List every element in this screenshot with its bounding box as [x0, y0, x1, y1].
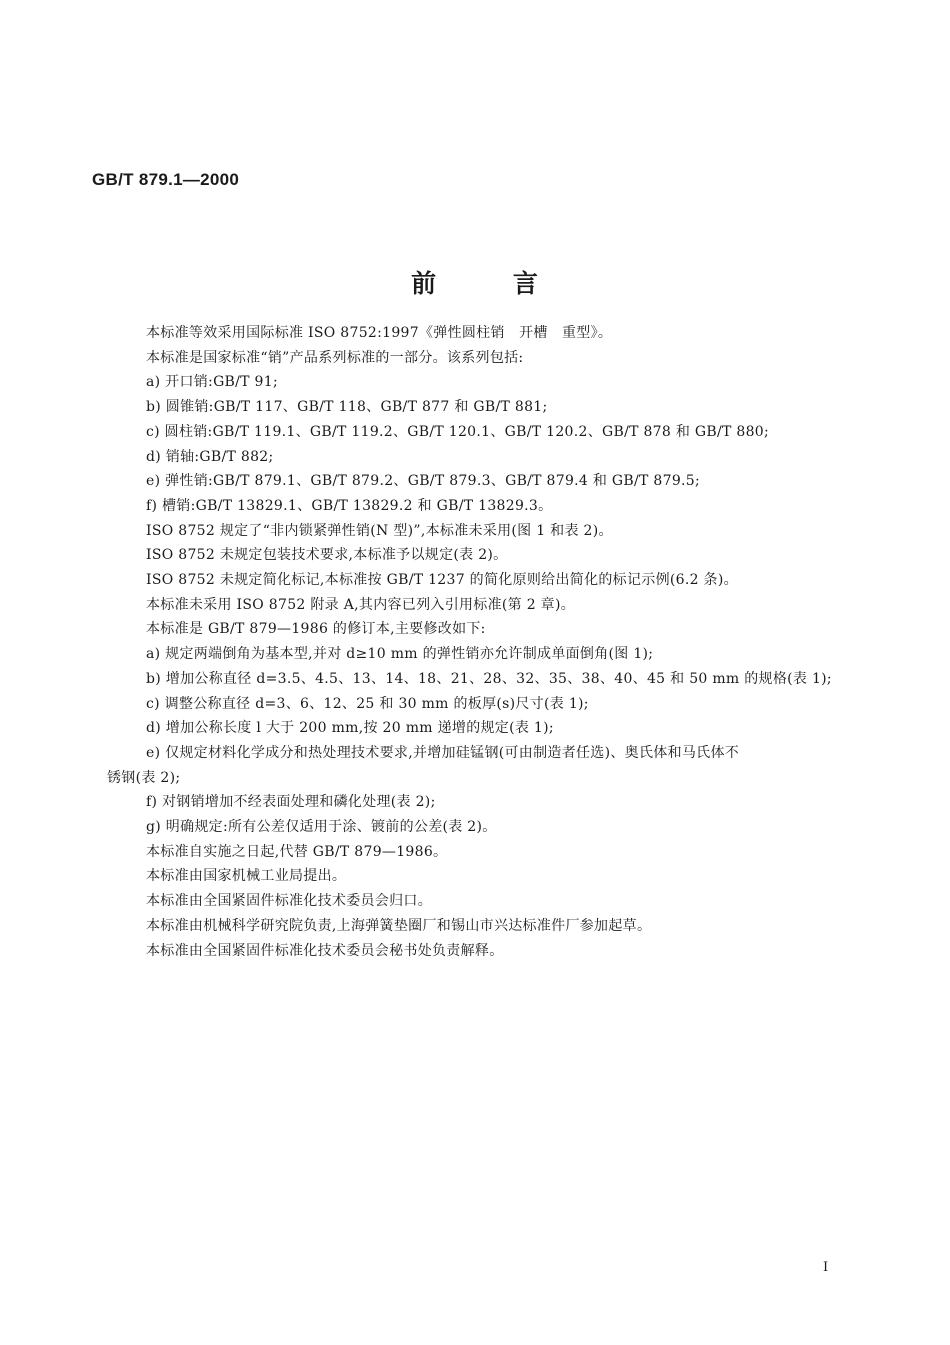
paragraph: ISO 8752 未规定简化标记,本标准按 GB/T 1237 的简化原则给出简化的标记示例(6.2 条)。 — [146, 572, 738, 589]
list-item: d) 增加公称长度 l 大于 200 mm,按 20 mm 递增的规定(表 1); — [146, 720, 554, 737]
page-number: I — [823, 1260, 829, 1275]
list-item: a) 开口销:GB/T 91; — [146, 374, 278, 391]
paragraph: 本标准自实施之日起,代替 GB/T 879—1986。 — [146, 843, 448, 860]
foreword-body — [107, 321, 857, 963]
list-item: f) 对钢销增加不经表面处理和磷化处理(表 2); — [146, 794, 436, 811]
paragraph: 本标准由机械科学研究院负责,上海弹簧垫圈厂和锡山市兴达标准件厂参加起草。 — [146, 917, 652, 934]
paragraph: 本标准由全国紧固件标准化技术委员会秘书处负责解释。 — [146, 942, 504, 959]
list-item: e) 仅规定材料化学成分和热处理技术要求,并增加硅锰钢(可由制造者任选)、奥氏体和马氏体不 — [146, 744, 740, 761]
list-item: d) 销轴:GB/T 882; — [146, 448, 274, 465]
paragraph: 本标准未采用 ISO 8752 附录 A,其内容已列入引用标准(第 2 章)。 — [146, 596, 576, 613]
paragraph: ISO 8752 未规定包装技术要求,本标准予以规定(表 2)。 — [146, 547, 508, 564]
page-title: 前 言 — [411, 269, 539, 298]
list-item: a) 规定两端倒角为基本型,并对 d≥10 mm 的弹性销亦允许制成单面倒角(图 1); — [146, 646, 654, 663]
paragraph: 本标准是 GB/T 879—1986 的修订本,主要修改如下: — [146, 621, 486, 638]
list-item-continuation: 锈钢(表 2); — [107, 769, 181, 786]
paragraph: ISO 8752 规定了“非内锁紧弹性销(N 型)”,本标准未采用(图 1 和表 2)。 — [146, 522, 613, 539]
list-item: f) 槽销:GB/T 13829.1、GB/T 13829.2 和 GB/T 13829.3。 — [146, 497, 553, 514]
list-item: g) 明确规定:所有公差仅适用于涂、镀前的公差(表 2)。 — [146, 819, 497, 836]
list-item: e) 弹性销:GB/T 879.1、GB/T 879.2、GB/T 879.3、GB/T 879.4 和 GB/T 879.5; — [146, 473, 701, 490]
list-item: b) 增加公称直径 d=3.5、4.5、13、14、18、21、28、32、35、38、40、45 和 50 mm 的规格(表 1); — [146, 670, 832, 687]
list-item: c) 圆柱销:GB/T 119.1、GB/T 119.2、GB/T 120.1、GB/T 120.2、GB/T 878 和 GB/T 880; — [146, 423, 770, 440]
list-item: b) 圆锥销:GB/T 117、GB/T 118、GB/T 877 和 GB/T 881; — [146, 399, 548, 416]
paragraph: 本标准是国家标准“销”产品系列标准的一部分。该系列包括: — [146, 349, 524, 366]
paragraph: 本标准等效采用国际标准 ISO 8752:1997《弹性圆柱销 开槽 重型》。 — [146, 325, 613, 341]
paragraph: 本标准由国家机械工业局提出。 — [146, 868, 347, 885]
list-item: c) 调整公称直径 d=3、6、12、25 和 30 mm 的板厚(s)尺寸(表 1); — [146, 695, 589, 712]
standard-code: GB/T 879.1—2000 — [92, 170, 240, 189]
paragraph: 本标准由全国紧固件标准化技术委员会归口。 — [146, 893, 432, 910]
